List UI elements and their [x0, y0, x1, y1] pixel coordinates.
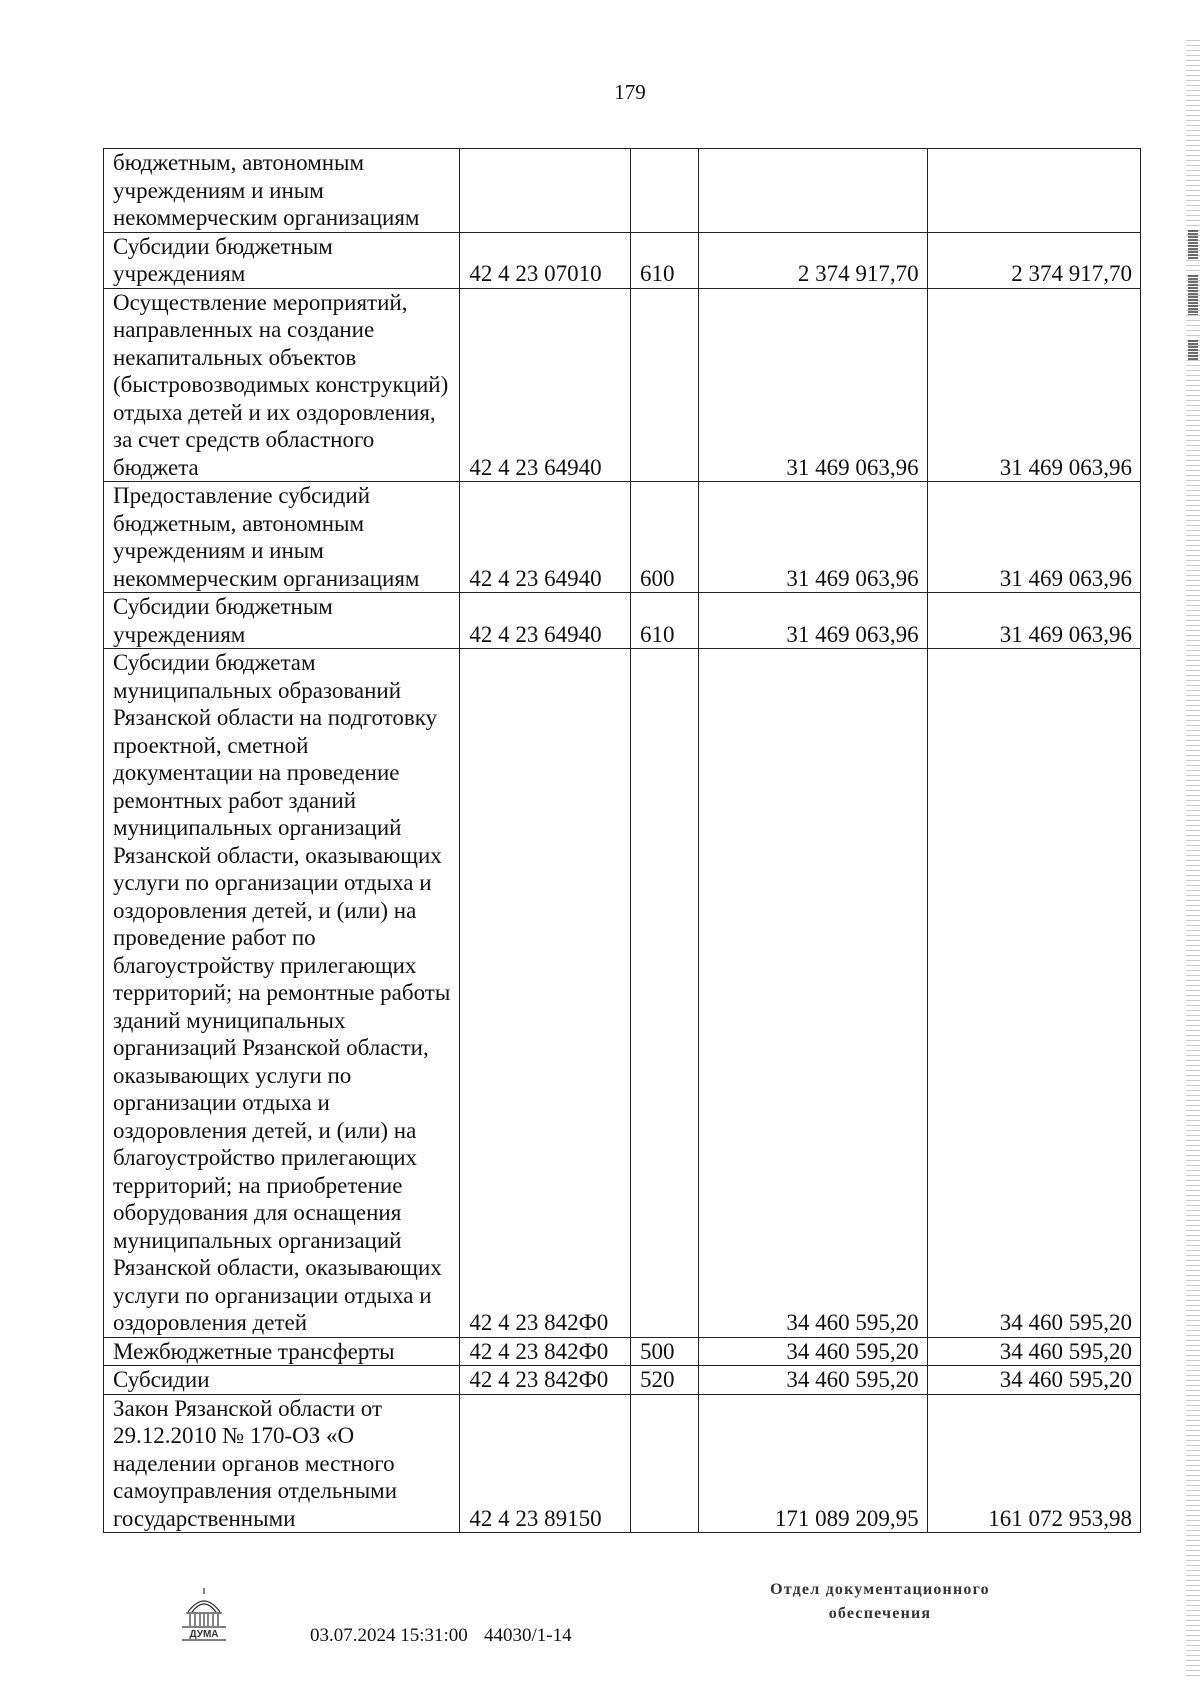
logo-text: ДУМА [189, 1629, 219, 1640]
cell-name: Осуществление мероприятий, направленных на создание некапитальных объектов (быстровозводимых конструкций) отдыха детей и их оздоровления, за счет средств областного бюджета [104, 288, 460, 482]
table-row [104, 1366, 1141, 1395]
cell-target-article: 42 4 23 64940 [460, 288, 631, 482]
cell-amount-2: 161 072 953,98 [927, 1394, 1140, 1533]
budget-table [103, 148, 1141, 1533]
department-stamp [740, 1578, 1020, 1626]
cell-expense-type [631, 149, 699, 233]
cell-target-article: 42 4 23 07010 [460, 232, 631, 288]
cell-amount-2 [927, 149, 1140, 233]
cell-expense-type [631, 1394, 699, 1533]
table-row [104, 593, 1141, 649]
cell-amount-1: 34 460 595,20 [699, 1337, 927, 1366]
cell-expense-type [631, 649, 699, 1338]
cell-target-article [460, 149, 631, 233]
cell-name: Межбюджетные трансферты [104, 1337, 460, 1366]
cell-amount-1: 31 469 063,96 [699, 288, 927, 482]
cell-target-article: 42 4 23 842Ф0 [460, 1366, 631, 1395]
cell-expense-type: 520 [631, 1366, 699, 1395]
cell-amount-1: 34 460 595,20 [699, 1366, 927, 1395]
cell-expense-type [631, 288, 699, 482]
table-row [104, 649, 1141, 1338]
cell-expense-type: 610 [631, 593, 699, 649]
table-row [104, 482, 1141, 593]
cell-amount-2: 34 460 595,20 [927, 1366, 1140, 1395]
cell-name: Предоставление субсидий бюджетным, автономным учреждениям и иным некоммерческим организациям [104, 482, 460, 593]
cell-amount-2: 31 469 063,96 [927, 482, 1140, 593]
budget-table-body [104, 149, 1141, 1533]
cell-name: Субсидии бюджетным учреждениям [104, 232, 460, 288]
cell-target-article: 42 4 23 842Ф0 [460, 649, 631, 1338]
cell-amount-2: 2 374 917,70 [927, 232, 1140, 288]
stamp-line-2: обеспечения [828, 1605, 932, 1622]
cell-name: Субсидии [104, 1366, 460, 1395]
cell-name: бюджетным, автономным учреждениям и иным некоммерческим организациям [104, 149, 460, 233]
footer-doc-number: 44030/1-14 [484, 1625, 572, 1646]
cell-name: Субсидии бюджетным учреждениям [104, 593, 460, 649]
cell-amount-2: 34 460 595,20 [927, 649, 1140, 1338]
cell-amount-2: 31 469 063,96 [927, 288, 1140, 482]
cell-expense-type: 500 [631, 1337, 699, 1366]
cell-amount-2: 34 460 595,20 [927, 1337, 1140, 1366]
cell-amount-2: 31 469 063,96 [927, 593, 1140, 649]
cell-amount-1: 34 460 595,20 [699, 649, 927, 1338]
table-row [104, 232, 1141, 288]
cell-amount-1 [699, 149, 927, 233]
cell-name: Субсидии бюджетам муниципальных образований Рязанской области на подготовку проектной, сметной документации на проведение ремонтных работ зданий муниципальных организаций Рязанской области, оказывающих услуги по организации отдыха и оздоровления детей, и (или) на проведение работ по благоустройству прилегающих территорий; на ремонтные работы зданий муниципальных организаций Рязанской области, оказывающих услуги по организации отдыха и оздоровления детей, и (или) на благоустройство прилегающих территорий; на приобретение оборудования для оснащения муниципальных организаций Рязанской области, оказывающих услуги по организации отдыха и оздоровления детей [104, 649, 460, 1338]
table-row [104, 1337, 1141, 1366]
page-number: 179 [614, 80, 646, 104]
cell-target-article: 42 4 23 842Ф0 [460, 1337, 631, 1366]
stamp-line-1: Отдел документационного [770, 1581, 990, 1598]
footer-date: 03.07.2024 15:31:00 [310, 1625, 468, 1646]
table-row [104, 288, 1141, 482]
cell-name: Закон Рязанской области от 29.12.2010 № 170-ОЗ «О наделении органов местного самоуправления отдельными государственными [104, 1394, 460, 1533]
table-row [104, 149, 1141, 233]
cell-expense-type: 610 [631, 232, 699, 288]
table-row [104, 1394, 1141, 1533]
scan-margin-strip [1186, 40, 1200, 1680]
cell-target-article: 42 4 23 64940 [460, 482, 631, 593]
cell-amount-1: 31 469 063,96 [699, 593, 927, 649]
duma-building-icon [168, 1578, 240, 1650]
cell-amount-1: 171 089 209,95 [699, 1394, 927, 1533]
cell-expense-type: 600 [631, 482, 699, 593]
cell-amount-1: 31 469 063,96 [699, 482, 927, 593]
cell-amount-1: 2 374 917,70 [699, 232, 927, 288]
cell-target-article: 42 4 23 89150 [460, 1394, 631, 1533]
cell-target-article: 42 4 23 64940 [460, 593, 631, 649]
